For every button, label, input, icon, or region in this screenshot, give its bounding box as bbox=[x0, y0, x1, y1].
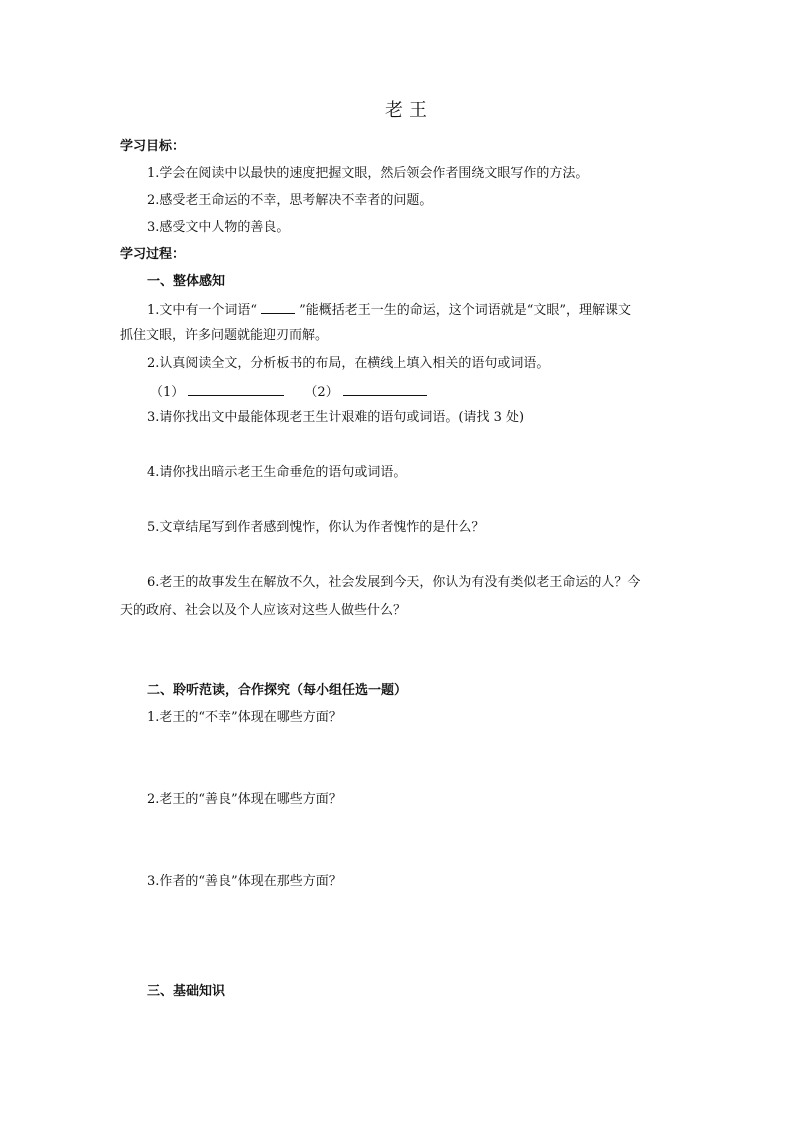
section3-heading: 三、基础知识 bbox=[147, 984, 226, 999]
section2-question-2: 2.老王的“善良”体现在哪些方面？ bbox=[147, 792, 342, 807]
section2-heading: 二、聆听范读，合作探究（每小组任选一题） bbox=[147, 683, 408, 698]
section1-question-6-continued: 天的政府、社会以及个人应该对这些人做些什么？ bbox=[120, 603, 407, 618]
section1-question-1 bbox=[147, 300, 631, 320]
section1-question-1-continued: 抓住文眼，许多问题就能迎刃而解。 bbox=[120, 328, 329, 343]
section2-question-3: 3.作者的“善良”体现在那些方面？ bbox=[147, 874, 342, 889]
section2-question-1: 1.老王的“不幸”体现在哪些方面？ bbox=[147, 710, 342, 725]
question-1-prefix: 1.文中有一个词语“ bbox=[147, 303, 258, 318]
section1-question-3: 3.请你找出文中最能体现老王生计艰难的语句或词语。(请找 3 处) bbox=[147, 410, 525, 425]
goal-item-2: 2.感受老王命运的不幸，思考解决不幸者的问题。 bbox=[147, 193, 433, 208]
answer-blank[interactable] bbox=[261, 300, 295, 314]
answer-blank-1[interactable] bbox=[188, 382, 284, 396]
process-heading: 学习过程： bbox=[120, 247, 186, 262]
goal-item-3: 3.感受文中人物的善良。 bbox=[147, 220, 290, 235]
answer-label-2: （2） bbox=[304, 385, 339, 400]
answer-label-1: （1） bbox=[150, 385, 185, 400]
question-1-suffix: ”能概括老王一生的命运，这个词语就是“文眼”，理解课文 bbox=[299, 303, 632, 318]
page-title: 老王 bbox=[385, 100, 433, 121]
section1-question-2: 2.认真阅读全文，分析板书的布局，在横线上填入相关的语句或词语。 bbox=[147, 356, 550, 371]
section1-question-6: 6.老王的故事发生在解放不久，社会发展到今天，你认为有没有类似老王命运的人？今 bbox=[147, 575, 641, 590]
goal-item-1: 1.学会在阅读中以最快的速度把握文眼，然后领会作者围绕文眼写作的方法。 bbox=[147, 166, 589, 181]
section1-question-5: 5.文章结尾写到作者感到愧怍，你认为作者愧怍的是什么？ bbox=[147, 520, 485, 535]
answer-blank-2[interactable] bbox=[343, 382, 427, 396]
section1-heading: 一、整体感知 bbox=[147, 274, 226, 289]
section1-question-4: 4.请你找出暗示老王生命垂危的语句或词语。 bbox=[147, 465, 407, 480]
goals-heading: 学习目标： bbox=[120, 139, 186, 154]
question-2-answers bbox=[150, 382, 431, 402]
